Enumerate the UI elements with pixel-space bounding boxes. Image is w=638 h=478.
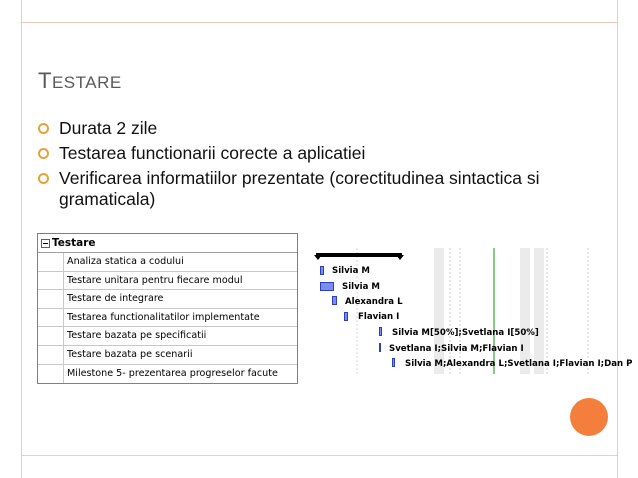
gantt-task-bar[interactable] [344, 312, 348, 321]
bullet-item [38, 168, 608, 210]
gantt-chart [312, 248, 633, 374]
task-row[interactable] [38, 365, 297, 384]
slide-frame-bottom [22, 455, 617, 456]
gantt-task-bar[interactable] [320, 282, 334, 291]
gantt-task-bar[interactable] [379, 327, 382, 336]
task-name: Analiza statica a codului [67, 256, 184, 267]
gantt-task-bar[interactable] [332, 296, 337, 305]
bullet-item [38, 143, 608, 164]
gantt-summary-bar[interactable] [316, 253, 402, 257]
bullet-list [38, 118, 608, 214]
task-name: Testarea functionalitatilor implementate [67, 311, 260, 323]
ring-bullet-icon [38, 148, 49, 159]
bullet-text: Testarea functionarii corecte a aplicatiei [59, 143, 366, 163]
slide-frame-left [0, 0, 22, 478]
gantt-resource-label: Silvia M [332, 266, 370, 276]
task-row[interactable] [38, 290, 297, 309]
task-group-header[interactable] [38, 234, 297, 253]
task-row[interactable] [38, 253, 297, 272]
ring-bullet-icon [38, 123, 49, 134]
gantt-resource-label: Silvia M;Alexandra L;Svetlana I;Flavian I;Dan P [405, 359, 633, 369]
slide-frame-right [617, 0, 638, 478]
collapse-minus-icon[interactable] [41, 239, 50, 248]
gantt-resource-label: Silvia M[50%];Svetlana I[50%] [392, 328, 539, 338]
task-name: Testare bazata pe specificatii [67, 330, 207, 342]
task-row[interactable] [38, 272, 297, 291]
gantt-task-bar[interactable] [392, 358, 395, 367]
task-name: Milestone 5- prezentarea progreselor facute [67, 367, 278, 379]
decorative-orange-circle [570, 398, 608, 436]
bullet-item [38, 118, 608, 139]
task-name: Testare unitara pentru fiecare modul [67, 274, 243, 286]
slide-title-cap: T [38, 68, 52, 93]
slide-title [38, 68, 122, 94]
bullet-text: Durata 2 zile [59, 118, 158, 138]
slide-title-rest: ESTARE [51, 73, 122, 92]
task-table [37, 233, 298, 384]
gantt-task-bar[interactable] [320, 266, 324, 275]
slide-frame-top [22, 22, 617, 23]
bullet-text: Verificarea informatiilor prezentate (corectitudinea sintactica si gramaticala) [59, 168, 540, 209]
gantt-resource-label: Flavian I [358, 312, 400, 322]
gantt-resource-label: Svetlana I;Silvia M;Flavian I [389, 344, 524, 354]
task-row[interactable] [38, 309, 297, 328]
task-name: Testare de integrare [67, 293, 164, 305]
ring-bullet-icon [38, 173, 49, 184]
task-row[interactable] [38, 327, 297, 346]
task-row[interactable] [38, 346, 297, 365]
gantt-resource-label: Alexandra L [345, 297, 403, 307]
task-name: Testare bazata pe scenarii [67, 348, 193, 360]
gantt-resource-label: Silvia M [342, 282, 380, 292]
gantt-task-bar[interactable] [379, 343, 381, 352]
task-group-name: Testare [52, 237, 96, 249]
